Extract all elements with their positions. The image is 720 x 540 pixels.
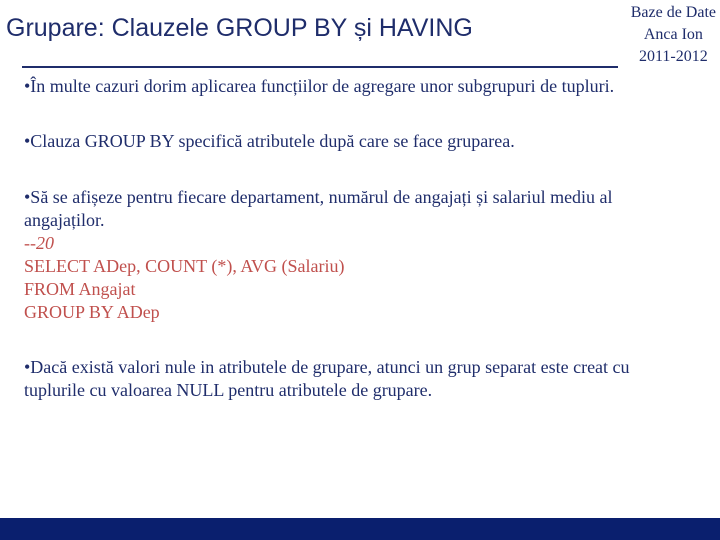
sql-from-line: FROM Angajat [24,279,136,299]
academic-years: 2011-2012 [638,48,708,65]
sql-comment: --20 [24,233,54,253]
course-info [631,2,716,68]
sql-select-line: SELECT ADep, COUNT (*), AVG (Salariu) [24,256,345,276]
author-name: Anca Ion [643,26,703,43]
sql-example [24,232,674,324]
slide-content [24,75,674,402]
footer-bar [0,518,720,540]
sql-group-by-line: GROUP BY ADep [24,302,160,322]
bullet-null-grouping: •Dacă există valori nule in atributele de grupare, atunci un grup separat este creat cu tuplurile cu valoarea NULL pentru atributele de grupare. [24,357,630,400]
slide-title: Grupare: Clauzele GROUP BY și HAVING [6,14,473,42]
bullet-example-task: •Să se afișeze pentru fiecare departament, numărul de angajați și salariul mediu al angajaților. [24,187,613,230]
course-name: Baze de Date [630,4,716,21]
bullet-aggregation-subgroups: •În multe cazuri dorim aplicarea funcțiilor de agregare unor subgrupuri de tupluri. [24,76,615,96]
title-divider [22,66,618,68]
bullet-group-by-clause: •Clauza GROUP BY specifică atributele după care se face gruparea. [24,131,515,151]
